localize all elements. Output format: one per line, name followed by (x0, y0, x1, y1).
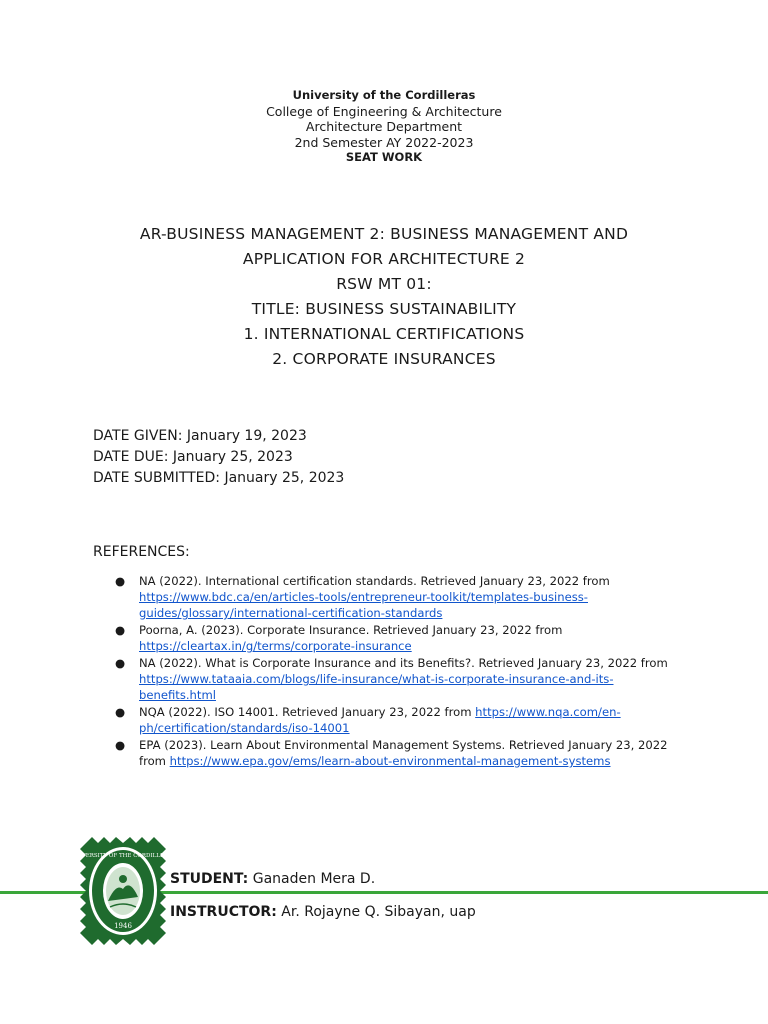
reference-text: NA (2022). International certification standards. Retrieved January 23, 2022 from (139, 574, 610, 588)
title-line: AR-BUSINESS MANAGEMENT 2: BUSINESS MANAGEMENT AND (139, 225, 629, 243)
dates-block (93, 426, 344, 489)
title-line: 2. CORPORATE INSURANCES (272, 350, 496, 368)
reference-item (115, 737, 685, 769)
reference-link[interactable]: https://cleartax.in/g/terms/corporate-insurance (139, 639, 412, 653)
reference-item (115, 622, 685, 654)
reference-link[interactable]: https://www.bdc.ca/en/articles-tools/entrepreneur-toolkit/templates-business-guides/glossary/international-certification-standards (139, 590, 588, 620)
reference-link[interactable]: https://www.epa.gov/ems/learn-about-environmental-management-systems (169, 754, 611, 768)
references-label: REFERENCES: (93, 544, 190, 560)
work-type: SEAT WORK (345, 150, 423, 164)
bullet-icon: ● (115, 656, 126, 670)
document-title (0, 222, 768, 372)
document-header (0, 88, 768, 166)
reference-text: Poorna, A. (2023). Corporate Insurance. Retrieved January 23, 2022 from (139, 623, 563, 637)
bullet-icon: ● (115, 574, 126, 588)
bullet-icon: ● (115, 705, 126, 719)
college-name: College of Engineering & Architecture (266, 103, 502, 119)
title-line: RSW MT 01: (336, 275, 432, 293)
date-given: DATE GIVEN: January 19, 2023 (93, 428, 307, 444)
bullet-icon: ● (115, 738, 126, 752)
seal-text: UNIVERSITY OF THE CORDILLERAS (70, 853, 176, 859)
reference-text: NA (2022). What is Corporate Insurance and its Benefits?. Retrieved January 23, 2022 from (139, 656, 668, 670)
student-label: STUDENT: (170, 871, 249, 887)
university-name: University of the Cordilleras (292, 88, 476, 102)
title-line: 1. INTERNATIONAL CERTIFICATIONS (243, 325, 525, 343)
instructor-name: Ar. Rojayne Q. Sibayan, uap (281, 904, 476, 920)
reference-link[interactable]: https://www.nqa.com/en-ph/certification/standards/iso-14001 (139, 705, 621, 735)
department-name: Architecture Department (305, 119, 463, 134)
student-line (170, 871, 375, 887)
date-due: DATE DUE: January 25, 2023 (93, 449, 293, 465)
instructor-label: INSTRUCTOR: (170, 904, 277, 920)
semester: 2nd Semester AY 2022-2023 (294, 134, 474, 150)
reference-text: NQA (2022). ISO 14001. Retrieved January 23, 2022 from (139, 705, 472, 719)
date-submitted: DATE SUBMITTED: January 25, 2023 (93, 470, 345, 486)
reference-text: EPA (2023). Learn About Environmental Management Systems. Retrieved January 23, 2022 from (139, 738, 668, 768)
instructor-line (170, 904, 476, 920)
references-list (115, 573, 685, 770)
title-line: TITLE: BUSINESS SUSTAINABILITY (251, 300, 517, 318)
bullet-icon: ● (115, 623, 126, 637)
seal-year: 1946 (114, 922, 132, 930)
student-name: Ganaden Mera D. (252, 871, 376, 887)
reference-item (115, 704, 685, 736)
title-line: APPLICATION FOR ARCHITECTURE 2 (242, 250, 526, 268)
university-seal-icon (70, 835, 176, 953)
reference-item (115, 573, 685, 621)
reference-link[interactable]: https://www.tataaia.com/blogs/life-insurance/what-is-corporate-insurance-and-its-benefits.html (139, 672, 614, 702)
reference-item (115, 655, 685, 703)
